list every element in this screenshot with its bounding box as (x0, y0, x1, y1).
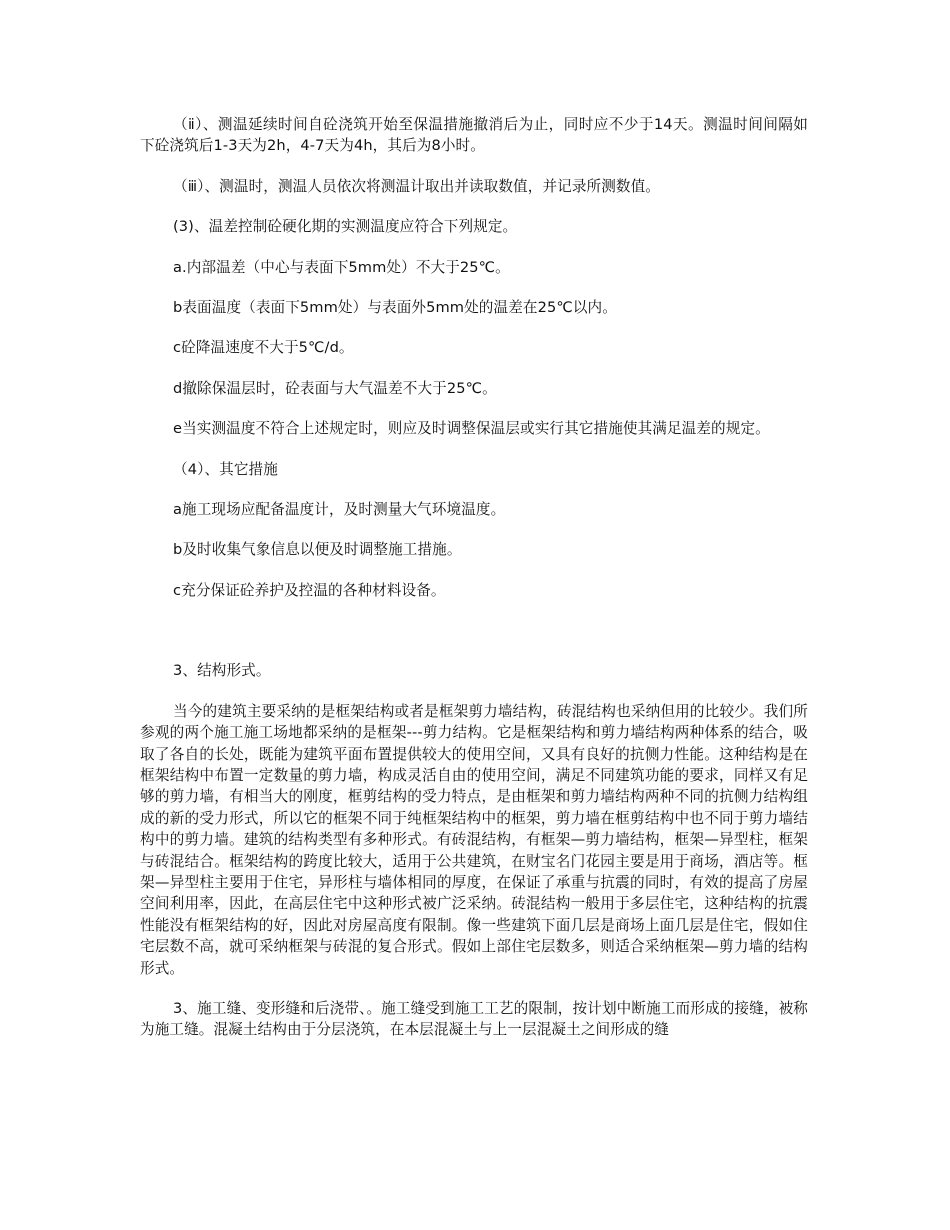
list-item-surface-difference: b表面温度（表面下5mm处）与表面外5mm处的温差在25℃以内。 (173, 299, 617, 317)
list-item-cooling-rate: c砼降温速度不大于5℃/d。 (173, 339, 354, 357)
list-item-remove-insulation: d撤除保温层时，砼表面与大气温差不大于25℃。 (173, 379, 497, 397)
section-spacer (140, 620, 808, 660)
list-item-weather-info: b及时收集气象信息以便及时调整施工措施。 (173, 541, 462, 559)
list-item-thermometer: a施工现场应配备温度计，及时测量大气环境温度。 (173, 501, 506, 519)
section-heading-structure-form: 3、结构形式。 (173, 662, 271, 680)
list-item-adjust-insulation: e当实测温度不符合上述规定时，则应及时调整保温层或实行其它措施使其满足温差的规定。 (173, 420, 770, 438)
paragraph-temperature-reading: （ⅲ）、测温时，测温人员依次将测温计取出并读取数值，并记录所测数值。 (173, 177, 660, 195)
paragraph-temperature-duration: （ⅱ）、测温延续时间自砼浇筑开始至保温措施撤消后为止，同时应不少于14天。测温时间间隔如下砼浇筑后1-3天为2h，4-7天为4h，其后为8小时。 (140, 116, 808, 155)
list-item-internal-difference: a.内部温差（中心与表面下5mm处）不大于25℃。 (173, 258, 510, 276)
list-item-materials: c充分保证砼养护及控温的各种材料设备。 (173, 581, 446, 599)
paragraph-other-measures-heading: （4）、其它措施 (173, 460, 278, 478)
paragraph-construction-joints: 3、施工缝、变形缝和后浇带、。施工缝受到施工工艺的限制，按计划中断施工而形成的接缝，被称为施工缝。混凝土结构由于分层浇筑，在本层混凝土与上一层混凝土之间形成的缝 (140, 999, 808, 1039)
paragraph-temperature-control-heading: (3)、温差控制砼硬化期的实测温度应符合下列规定。 (173, 218, 518, 236)
document-page (140, 114, 808, 1060)
paragraph-structure-description: 当今的建筑主要采纳的是框架结构或者是框架剪力墙结构，砖混结构也采纳但用的比较少。我们所参观的两个施工施工场地都采纳的是框架---剪力结构。它是框架结构和剪力墙结构两种体系的结合，吸取了各自的长处，既能为建筑平面布置提供较大的使用空间，又具有良好的抗侧力性能。这种结构是在框架结构中布置一定数量的剪力墙，构成灵活自由的使用空间，满足不同建筑功能的要求，同样又有足够的剪力墙，有相当大的刚度，框剪结构的受力特点，是由框架和剪力墙结构两种不同的抗侧力结构组成的新的受力形式，所以它的框架不同于纯框架结构中的框架，剪力墙在框剪结构中也不同于剪力墙结构中的剪力墙。建筑的结构类型有多种形式。有砖混结构，有框架—剪力墙结构，框架—异型柱，框架与砖混结合。框架结构的跨度比较大，适用于公共建筑，在财宝名门花园主要是用于商场，酒店等。框架—异型柱主要用于住宅，异形柱与墙体相同的厚度，在保证了承重与抗震的同时，有效的提高了房屋空间利用率，因此，在高层住宅中这种形式被广泛采纳。砖混结构一般用于多层住宅，这种结构的抗震性能没有框架结构的好，因此对房屋高度有限制。像一些建筑下面几层是商场上面几层是住宅，假如住宅层数不高，就可采纳框架与砖混的复合形式。假如上部住宅层数多，则适合采纳框架—剪力墙的结构形式。 (140, 702, 808, 977)
